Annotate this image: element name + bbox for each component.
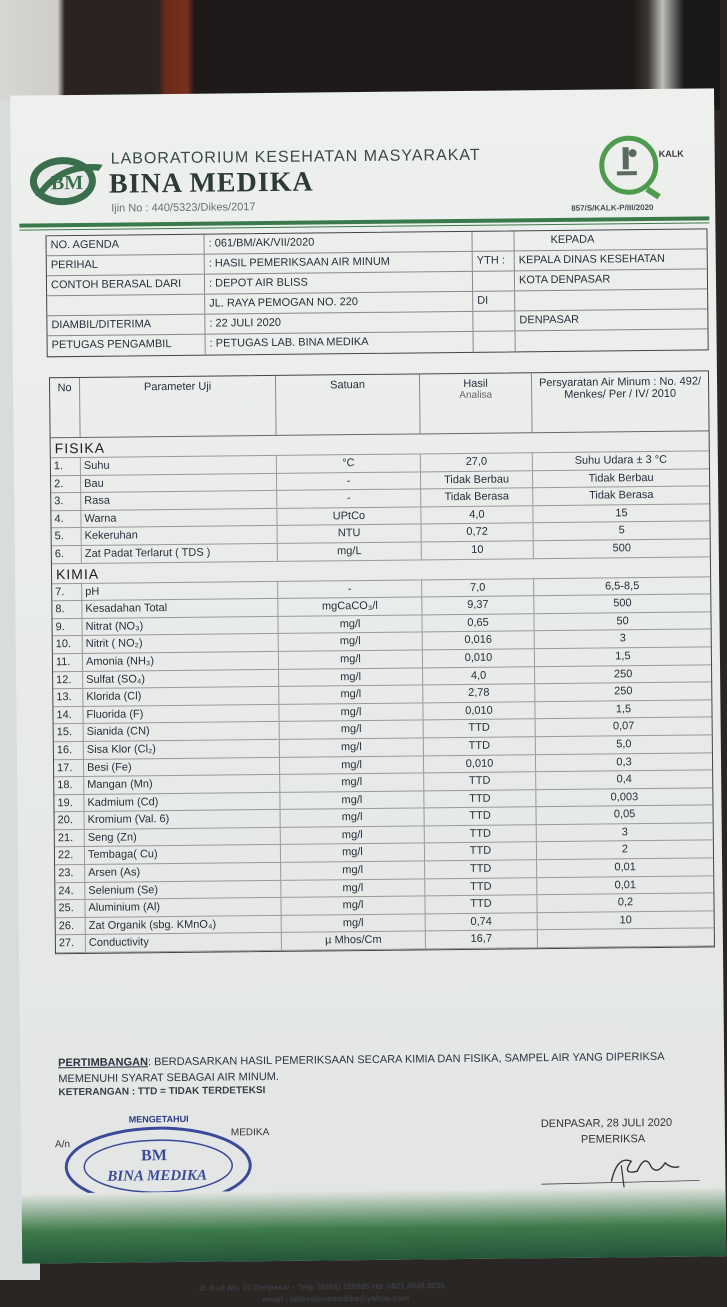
row-result: 0,010 xyxy=(423,702,535,720)
row-unit: mg/L xyxy=(278,542,422,560)
row-requirement: 0,01 xyxy=(614,861,636,874)
info-recipient xyxy=(516,329,708,351)
row-result: TTD xyxy=(424,720,536,738)
row-result: TTD xyxy=(424,790,536,808)
row-parameter: Sisa Klor (Cl₂) xyxy=(84,740,280,759)
row-number: 14. xyxy=(53,707,83,724)
row-requirement: 1,5 xyxy=(615,650,631,663)
row-number: 18. xyxy=(54,777,84,794)
row-requirement: Suhu Udara ± 3 °C xyxy=(574,453,668,467)
info-mid xyxy=(474,331,516,351)
info-label xyxy=(47,295,205,316)
svg-text:BM: BM xyxy=(50,171,84,195)
on-behalf-lab: MEDIKA xyxy=(230,1127,270,1139)
row-unit: mg/l xyxy=(280,738,424,756)
info-mid: DI xyxy=(473,291,515,310)
info-value: : 22 JULI 2020 xyxy=(205,312,473,334)
row-result: 0,010 xyxy=(423,649,535,667)
acknowledged-label: MENGETAHUI xyxy=(128,1113,189,1125)
row-requirement: 5 xyxy=(618,524,625,537)
row-result: TTD xyxy=(425,878,537,896)
row-number: 5. xyxy=(52,528,82,545)
row-result: 16,7 xyxy=(426,931,538,949)
row-parameter: Warna xyxy=(81,509,277,528)
row-result: TTD xyxy=(425,895,537,913)
row-unit: mg/l xyxy=(280,721,424,739)
row-result: 2,78 xyxy=(423,684,535,702)
row-unit: mg/l xyxy=(281,844,425,862)
row-parameter: pH xyxy=(82,581,278,600)
row-parameter: Seng (Zn) xyxy=(85,828,281,847)
row-requirement: 1,5 xyxy=(615,702,632,716)
row-number: 27. xyxy=(56,935,86,952)
row-requirement: 2 xyxy=(621,843,629,856)
row-unit: mg/l xyxy=(279,668,423,686)
row-requirement: 6,5-8,5 xyxy=(604,579,640,593)
conclusion-text: : BERDASARKAN HASIL PEMERIKSAAN SECARA KIMIA DAN FISIKA, SAMPEL AIR YANG DIPERIKSA MEMENUHI SYARAT SEBAGAI AIR MINUM. xyxy=(58,1050,664,1086)
row-result: TTD xyxy=(424,772,536,790)
row-parameter: Klorida (Cl) xyxy=(83,687,279,706)
row-number: 21. xyxy=(55,830,85,847)
row-number: 12. xyxy=(53,671,83,688)
info-recipient xyxy=(515,289,707,310)
info-recipient: KOTA DENPASAR xyxy=(518,273,611,287)
row-parameter: Aluminium (Al) xyxy=(85,898,281,917)
row-unit: - xyxy=(277,472,421,490)
row-requirement: 500 xyxy=(613,597,632,610)
row-requirement: 250 xyxy=(614,685,633,698)
row-requirement: 0,05 xyxy=(613,808,636,821)
row-number: 20. xyxy=(55,812,85,829)
results-table-header xyxy=(50,371,709,438)
section-title: FISIKA xyxy=(51,431,709,458)
col-param-header: Parameter Uji xyxy=(80,376,277,437)
row-requirement: 0,07 xyxy=(612,720,635,733)
info-mid xyxy=(472,231,514,250)
row-parameter: Rasa xyxy=(81,491,277,510)
row-requirement xyxy=(538,929,714,947)
footer-email: email : labkesbinamedika@yahoo.com xyxy=(262,1293,410,1305)
row-unit: UPtCo xyxy=(277,507,421,525)
row-number: 25. xyxy=(55,900,85,917)
row-requirement: 15 xyxy=(615,507,628,520)
row-parameter: Selenium (Se) xyxy=(85,881,281,900)
row-number: 15. xyxy=(54,724,84,741)
lab-title: BINA MEDIKA xyxy=(108,166,314,200)
row-parameter: Kromium (Val. 6) xyxy=(85,810,281,829)
row-parameter: Kadmium (Cd) xyxy=(84,793,280,812)
conclusion xyxy=(58,1048,718,1087)
row-result: 10 xyxy=(422,541,534,559)
row-parameter: Nitrit ( NO₂) xyxy=(83,634,279,653)
row-requirement: 0,2 xyxy=(617,896,634,909)
license-number: Ijin No : 440/5323/Dikes/2017 xyxy=(111,201,256,215)
row-number: 11. xyxy=(53,654,83,671)
row-unit: mg/l xyxy=(280,791,424,809)
row-result: TTD xyxy=(425,807,537,825)
row-unit: mg/l xyxy=(281,897,425,915)
row-unit: mg/l xyxy=(279,703,423,721)
row-requirement: Tidak Berasa xyxy=(588,489,654,502)
row-number: 9. xyxy=(53,619,83,636)
row-result: 0,65 xyxy=(422,614,534,632)
bina-medika-logo-icon xyxy=(29,151,106,210)
row-requirement: 0,003 xyxy=(610,790,639,804)
info-value: : DEPOT AIR BLISS xyxy=(205,272,473,294)
info-mid: YTH : xyxy=(473,251,515,270)
row-requirement: 250 xyxy=(613,667,633,680)
row-result: 4,0 xyxy=(421,506,533,524)
row-parameter: Conductivity xyxy=(86,933,282,952)
kalk-accreditation-logo-icon xyxy=(594,131,695,202)
row-unit: mg/l xyxy=(280,756,424,774)
row-number: 17. xyxy=(54,759,84,776)
col-unit-header: Satuan xyxy=(276,374,421,435)
row-parameter: Tembaga( Cu) xyxy=(85,845,281,864)
row-number: 3. xyxy=(51,493,81,510)
info-recipient: KEPALA DINAS KESEHATAN xyxy=(518,252,665,267)
row-parameter: Zat Padat Terlarut ( TDS ) xyxy=(82,544,278,563)
row-unit: mg/l xyxy=(281,861,425,879)
info-value: : PETUGAS LAB. BINA MEDIKA xyxy=(206,332,474,355)
row-result: Tidak Berasa xyxy=(421,488,533,506)
col-result-label: Hasil xyxy=(463,377,488,390)
row-parameter: Bau xyxy=(81,474,277,493)
row-unit: mg/l xyxy=(279,633,423,651)
row-unit: mg/l xyxy=(278,615,422,633)
info-value: JL. RAYA PEMOGAN NO. 220 xyxy=(205,292,473,314)
row-unit: mg/l xyxy=(279,686,423,704)
row-number: 26. xyxy=(56,918,86,935)
row-number: 6. xyxy=(52,546,82,563)
row-number: 1. xyxy=(51,458,81,475)
row-parameter: Arsen (As) xyxy=(85,863,281,882)
conclusion-label: PERTIMBANGAN xyxy=(58,1056,149,1070)
row-unit: °C xyxy=(277,454,421,472)
info-mid xyxy=(473,311,515,330)
row-result: 0,72 xyxy=(422,524,534,542)
row-result: 0,016 xyxy=(423,632,535,650)
row-unit: mg/l xyxy=(279,650,423,668)
row-requirement: 3 xyxy=(619,632,626,645)
info-label: PETUGAS PENGAMBIL xyxy=(48,335,206,357)
row-unit: - xyxy=(278,580,422,598)
row-parameter: Amonia (NH₃) xyxy=(83,652,279,671)
row-result: 7,0 xyxy=(422,579,534,597)
accreditation-ref-code: 857/S/KALK-P/III/2020 xyxy=(571,202,654,213)
results-table xyxy=(49,370,715,954)
row-unit: - xyxy=(277,490,421,508)
row-requirement: 0,4 xyxy=(616,773,632,786)
info-recipient: KEPADA xyxy=(550,233,595,247)
sign-date-place: DENPASAR, 28 JULI 2020 xyxy=(540,1116,673,1131)
row-unit: µ Mhos/Cm xyxy=(282,932,426,950)
row-number: 22. xyxy=(55,847,85,864)
row-number: 4. xyxy=(51,511,81,528)
row-unit: mgCaCO₃/l xyxy=(278,598,422,616)
row-unit: mg/l xyxy=(281,879,425,897)
sample-info-table xyxy=(45,228,708,357)
row-result: 0,010 xyxy=(424,755,536,773)
info-label: CONTOH BERASAL DARI xyxy=(47,275,205,296)
row-requirement: 500 xyxy=(612,542,632,555)
row-requirement: 0,3 xyxy=(616,755,632,768)
row-result: 9,37 xyxy=(422,596,534,614)
info-label: DIAMBIL/DITERIMA xyxy=(47,315,205,336)
svg-text:BINA MEDIKA: BINA MEDIKA xyxy=(107,1167,208,1185)
row-parameter: Suhu xyxy=(81,456,277,475)
footer-address: Jl. Buit No. 10 Denpasar - Telp. (0361) 228085 Hp. 0821 4648 3035 xyxy=(198,1281,445,1293)
on-behalf-label: A/n xyxy=(54,1139,71,1151)
svg-text:KALK: KALK xyxy=(658,148,684,159)
row-unit: NTU xyxy=(278,525,422,543)
row-result: 27,0 xyxy=(421,453,533,471)
row-parameter: Nitrat (NO₃) xyxy=(83,617,279,636)
row-result: TTD xyxy=(424,737,536,755)
lab-name: LABORATORIUM KESEHATAN MASYARAKAT xyxy=(110,146,481,168)
row-number: 24. xyxy=(55,883,85,900)
col-result-sublabel: Analisa xyxy=(459,389,493,401)
row-parameter: Kesadahan Total xyxy=(82,599,278,618)
row-result: 4,0 xyxy=(423,667,535,685)
row-result: TTD xyxy=(425,843,537,861)
footer-band xyxy=(22,1186,727,1263)
legend-note: KETERANGAN : TTD = TIDAK TERDETEKSI xyxy=(58,1085,266,1099)
row-unit: mg/l xyxy=(280,773,424,791)
row-requirement: 0,01 xyxy=(614,878,637,892)
info-value: : HASIL PEMERIKSAAN AIR MINUM xyxy=(205,252,473,274)
info-value: : 061/BM/AK/VII/2020 xyxy=(204,232,472,254)
row-unit: mg/l xyxy=(281,809,425,827)
row-number: 13. xyxy=(53,689,83,706)
row-number: 19. xyxy=(54,795,84,812)
row-requirement: 10 xyxy=(619,914,632,927)
lab-report-document xyxy=(10,88,726,1305)
row-parameter: Fluorida (F) xyxy=(83,705,279,724)
row-parameter: Mangan (Mn) xyxy=(84,775,280,794)
row-number: 16. xyxy=(54,742,84,759)
row-result: TTD xyxy=(425,825,537,843)
row-result: Tidak Berbau xyxy=(421,471,533,489)
row-result: 0,74 xyxy=(426,913,538,931)
row-parameter: Besi (Fe) xyxy=(84,757,280,776)
section-title: KIMIA xyxy=(52,557,710,584)
row-requirement: 5,0 xyxy=(616,738,632,751)
row-number: 7. xyxy=(52,584,82,601)
row-parameter: Sianida (CN) xyxy=(84,722,280,741)
row-number: 10. xyxy=(53,636,83,653)
col-no-header: No xyxy=(50,378,81,437)
svg-text:BM: BM xyxy=(141,1147,167,1165)
row-result: TTD xyxy=(425,860,537,878)
examiner-role: PEMERIKSA xyxy=(580,1133,646,1146)
row-unit: mg/l xyxy=(282,914,426,932)
row-requirement: 50 xyxy=(616,614,629,628)
row-parameter: Kekeruhan xyxy=(82,526,278,545)
results-table-body xyxy=(51,431,714,953)
row-unit: mg/l xyxy=(281,826,425,844)
col-requirement-header: Persyaratan Air Minum : No. 492/ Menkes/ Per / IV/ 2010 xyxy=(538,375,702,401)
row-number: 2. xyxy=(51,476,81,493)
row-parameter: Zat Organik (sbg. KMnO₄) xyxy=(86,916,282,935)
row-number: 8. xyxy=(52,601,82,618)
col-result-header xyxy=(420,373,533,433)
row-number: 23. xyxy=(55,865,85,882)
info-label: PERIHAL xyxy=(47,255,205,276)
row-requirement: 3 xyxy=(621,826,628,839)
row-parameter: Sulfat (SO₄) xyxy=(83,669,279,688)
info-recipient: DENPASAR xyxy=(519,313,580,327)
info-mid xyxy=(473,271,515,290)
info-label: NO. AGENDA xyxy=(46,235,204,256)
row-requirement: Tidak Berbau xyxy=(588,471,654,485)
